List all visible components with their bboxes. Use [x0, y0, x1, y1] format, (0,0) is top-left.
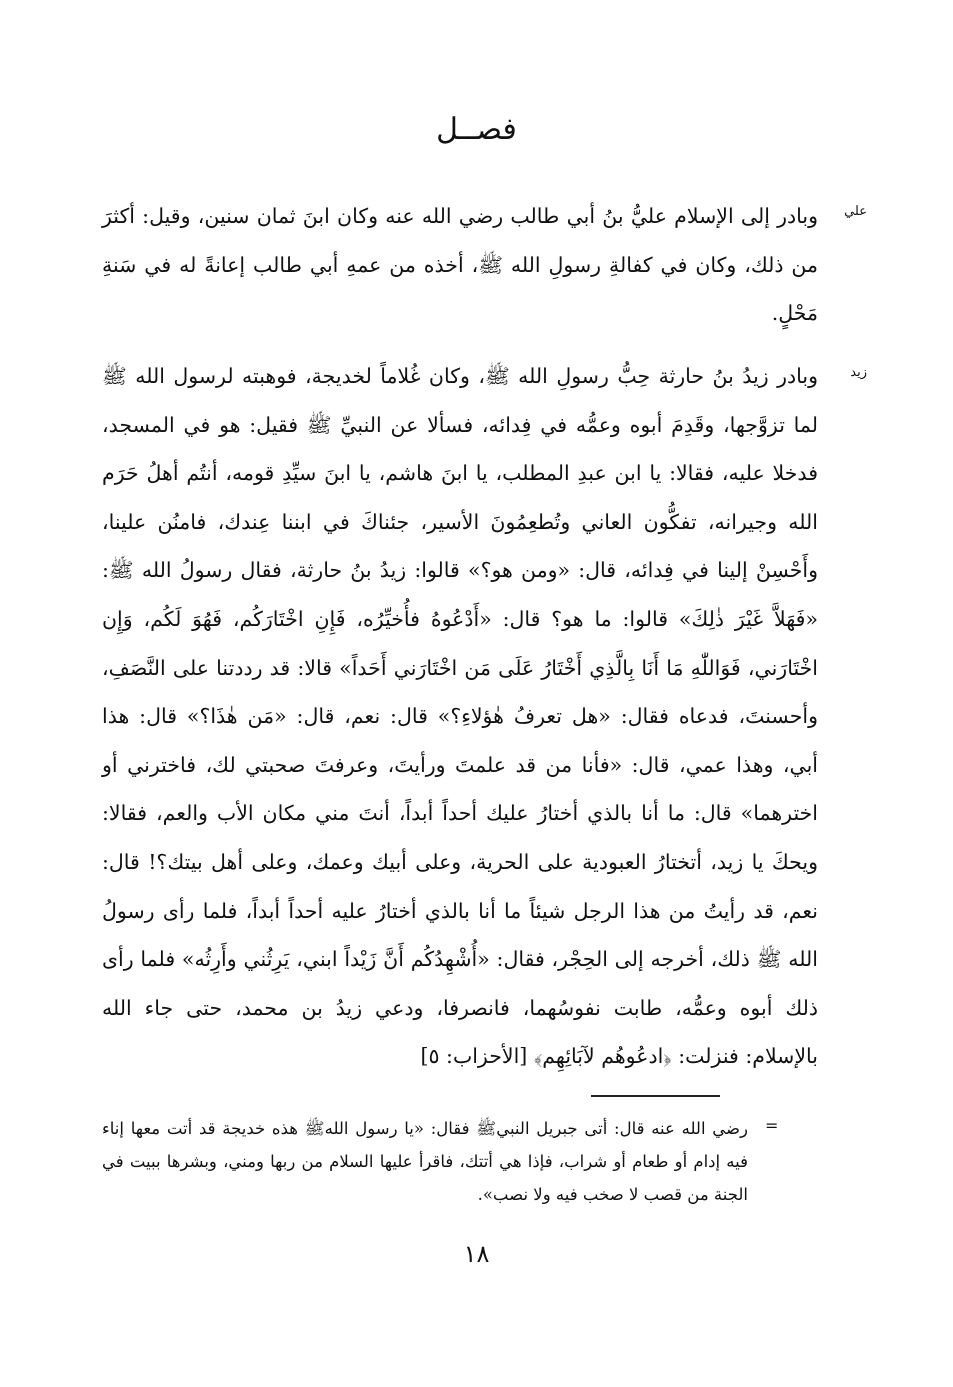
- chapter-heading: فصــل: [436, 112, 517, 147]
- paragraph-ali: وبادر إلى الإسلام عليُّ بنُ أبي طالب رضي الله عنه وكان ابنَ ثمان سنين، وقيل: أكثرَ من ذلك، وكان في كفالةِ رسولِ الله ﷺ، أخذه من عمهِ أبي طالب إعانةً له في سَنةِ مَحْلٍ.: [102, 204, 818, 326]
- margin-label-zayd: زيد: [850, 365, 867, 380]
- margin-label-ali: علي: [844, 204, 867, 219]
- page-number: ١٨: [463, 1240, 490, 1268]
- footnote-separator: [591, 1095, 720, 1097]
- paragraph-zayd: وبادر زيدُ بنُ حارثة حِبُّ رسولِ الله ﷺ، وكان غُلاماً لخديجة، فوهبته لرسول الله ﷺ لما تزوَّجها، وقَدِمَ أبوه وعمُّه في فِدائه، فسألا عن النبيِّ ﷺ فقيل: هو في المسجد، فدخلا عليه، فقالا: يا ابن عبدِ المطلب، يا ابنَ هاشم، يا ابنَ سيِّدِ قومه، أنتُم أهلُ حَرَم الله وجيرانه، تفكُّون العاني وتُطعِمُونَ الأسير، جئناكَ في ابننا عِندك، فامنُن علينا، وأَحْسِنْ إلينا في فِدائه، قال: «ومن هو؟» قالوا: زيدُ بنُ حارثة، فقال رسولُ الله ﷺ: «فَهَلاَّ غَيْرَ ذٰلِكَ» قالوا: ما هو؟ قال: «أَدْعُوهُ فأُخيِّرُه، فَإِنِ اخْتَارَكُم، فَهُوَ لَكُم، وَإِن اخْتَارَني، فَوَاللّٰهِ مَا أَنَا بِالَّذِي أَخْتَارُ عَلَى مَن اخْتَارَني أَحَداً» قالا: قد رددتنا على النَّصَفِ، وأحسنتَ، فدعاه فقال: «هل تعرفُ هٰؤلاءِ؟» قال: نعم، قال: «مَن هٰذَا؟» قال: هذا أبي، وهذا عمي، قال: «فأنا من قد علمتَ ورأيتَ، وعرفتَ صحبتي لك، فاخترني أو اخترهما» قال: ما أنا بالذي أختارُ عليك أحداً أبداً، أنتَ مني مكان الأب والعم، فقالا: ويحكَ يا زيد، أتختارُ العبودية على الحرية، وعلى أبيك وعمك، وعلى أهل بيتك؟! قال: نعم، قد رأيتُ من هذا الرجل شيئاً ما أنا بالذي أختارُ عليه أحداً أبداً، فلما رأى رسولُ الله ﷺ ذلك، أخرجه إلى الحِجْر، فقال: «أُشْهِدُكُم أَنَّ زَيْداً ابني، يَرِثُني وأَرِثُه» فلما رأى ذلك أبوه وعمُّه، طابت نفوسُهما، فانصرفا، ودعي زيدُ بن محمد، حتى جاء الله بالإسلام: فنزلت: ﴿ادعُوهُم لآبَائِهِم﴾ [الأحزاب: ٥]: [102, 364, 818, 1069]
- footnote-text: رضي الله عنه قال: أتى جبريل النبيﷺ فقال: «يا رسول اللهﷺ هذه خديجة قد أتت معها إناء فيه إدام أو طعام أو شراب، فإذا هي أتتك، فاقرأ عليها السلام من ربها ومني، وبشرها ببيت في الجنة من قصب لا صخب فيه ولا نصب».: [102, 1119, 748, 1204]
- footnote-continuation-marker: =: [765, 1116, 779, 1135]
